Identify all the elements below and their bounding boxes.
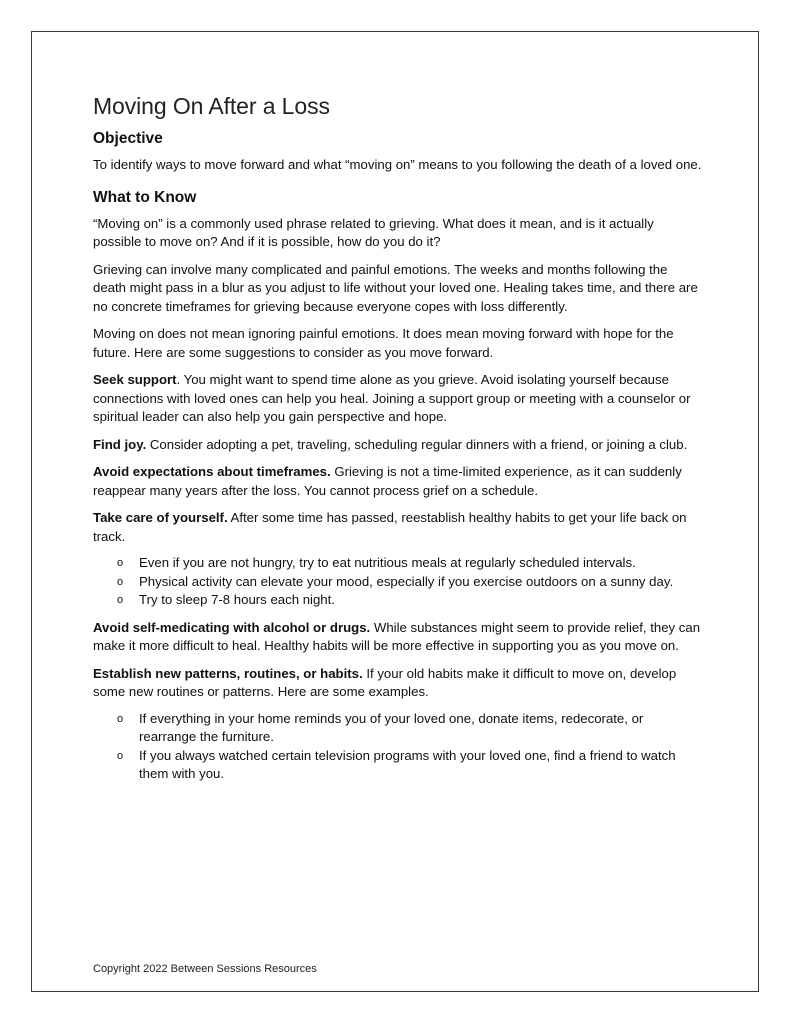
copyright-footer: Copyright 2022 Between Sessions Resources — [93, 963, 317, 975]
list-item-text: If you always watched certain television programs with your loved one, find a friend to watch them with you. — [139, 747, 676, 781]
list-item — [117, 573, 703, 592]
tip-lead: Find joy. — [93, 436, 147, 452]
document-title: Moving On After a Loss — [93, 93, 330, 119]
tip-timeframes — [93, 463, 703, 500]
bullet-marker: o — [117, 575, 124, 588]
tip-avoid-self-medicating — [93, 619, 703, 656]
list-item-text: Even if you are not hungry, try to eat nutritious meals at regularly scheduled intervals. — [139, 555, 636, 570]
know-paragraph-2: Grieving can involve many complicated and painful emotions. The weeks and months following the death might pass in a blur as you adjust to life without your loved one. Healing takes time, and there are no concrete timeframes for grieving because everyone copes with loss differently. — [93, 261, 698, 314]
tip-lead: Establish new patterns, routines, or habits. — [93, 665, 363, 681]
tip-text: Consider adopting a pet, traveling, scheduling regular dinners with a friend, or joining a club. — [146, 436, 688, 452]
document-body — [93, 93, 703, 793]
list-item-text: If everything in your home reminds you of your loved one, donate items, redecorate, or rearrange the furniture. — [139, 710, 644, 744]
list-item — [117, 747, 703, 784]
tip-text: If your old habits make it difficult to move on, develop some new routines or patterns. Here are some examples. — [93, 665, 677, 699]
list-item — [117, 591, 703, 610]
bullet-marker: o — [117, 749, 124, 762]
tip-text: After some time has passed, reestablish healthy habits to get your life back on track. — [93, 510, 687, 544]
bullet-marker: o — [117, 712, 124, 725]
tip-new-patterns — [93, 665, 703, 702]
tip-lead: Avoid self-medicating with alcohol or drugs. — [93, 619, 371, 635]
list-item-text: Physical activity can elevate your mood, especially if you exercise outdoors on a sunny day. — [139, 573, 674, 589]
tip-text: While substances might seem to provide relief, they can make it more difficult to heal. Healthy habits will be more effective in supporting you as you move on. — [93, 619, 701, 653]
list-item-text: Try to sleep 7-8 hours each night. — [139, 592, 335, 607]
tip-lead: Avoid expectations about timeframes. — [93, 464, 331, 479]
objective-heading: Objective — [93, 130, 163, 147]
what-to-know-heading: What to Know — [93, 188, 197, 206]
objective-text: To identify ways to move forward and what “moving on” means to you following the death of a loved one. — [93, 157, 702, 172]
bullet-marker: o — [117, 594, 124, 606]
self-care-list — [93, 554, 703, 610]
tip-find-joy — [93, 436, 703, 455]
know-paragraph-1: “Moving on” is a commonly used phrase related to grieving. What does it mean, and is it actually possible to move on? And if it is possible, how do you do it? — [93, 215, 654, 249]
know-paragraph-3: Moving on does not mean ignoring painful emotions. It does mean moving forward with hope for the future. Here are some suggestions to consider as you move forward. — [93, 326, 674, 360]
list-item — [117, 554, 703, 573]
bullet-marker: o — [117, 557, 124, 569]
list-item — [117, 710, 703, 747]
tip-text: Grieving is not a time-limited experience, as it can suddenly reappear many years after the loss. You cannot process grief on a schedule. — [93, 464, 682, 498]
tip-lead: Take care of yourself. — [93, 510, 228, 525]
tip-seek-support — [93, 371, 703, 427]
tip-self-care — [93, 509, 703, 546]
patterns-list — [93, 710, 703, 784]
tip-lead: Seek support — [93, 372, 177, 387]
tip-text: . You might want to spend time alone as you grieve. Avoid isolating yourself because connections with loved ones can help you heal. Joining a support group or meeting with a counselor or spiritual leader can also help you gain perspective and hope. — [93, 372, 691, 424]
